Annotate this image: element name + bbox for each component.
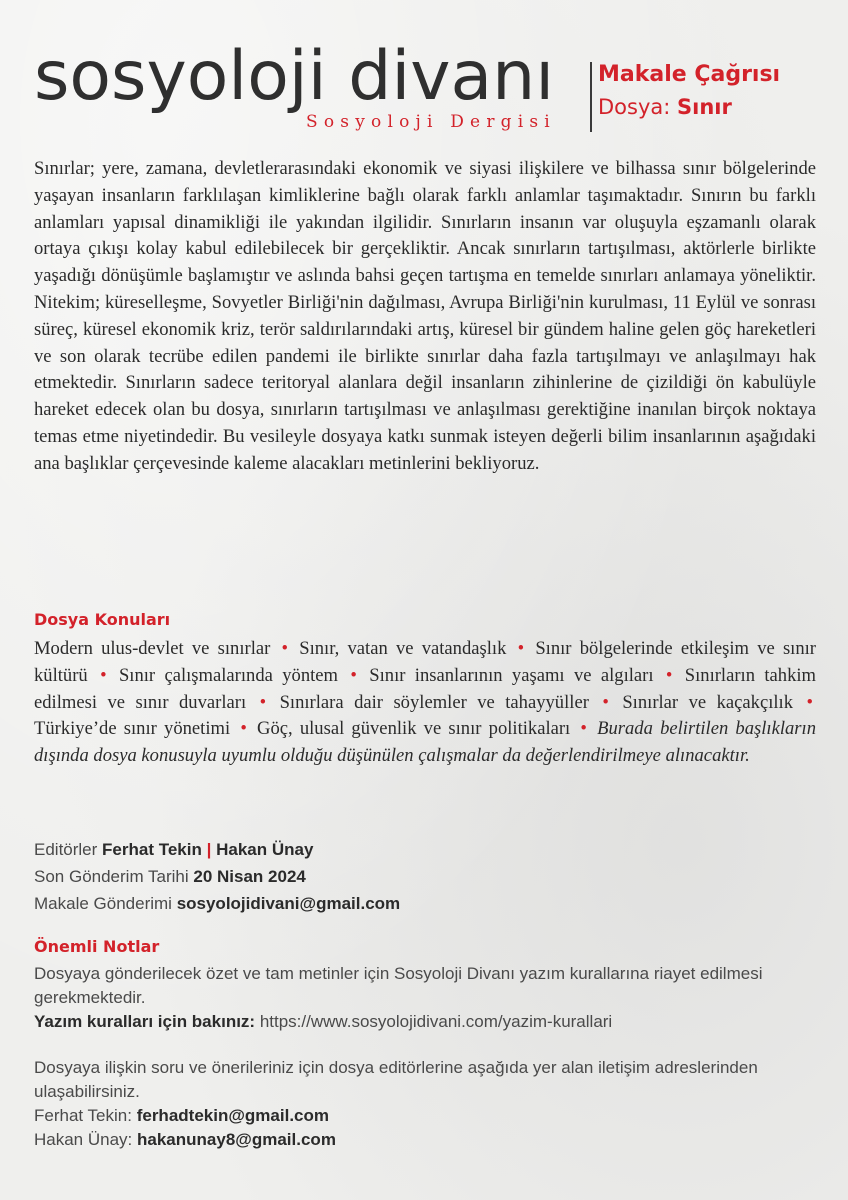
deadline-label: Son Gönderim Tarihi — [34, 867, 189, 886]
topic-item: Sınır insanlarının yaşamı ve algıları — [369, 664, 654, 686]
header-divider — [590, 62, 592, 132]
dossier-label: Dosya: — [598, 95, 671, 119]
editors-line — [34, 836, 816, 863]
contact-email[interactable]: hakanunay8@gmail.com — [137, 1130, 336, 1149]
topic-item: Göç, ulusal güvenlik ve sınır politikaları — [257, 718, 571, 740]
bullet-icon: • — [90, 664, 116, 686]
deadline-value: 20 Nisan 2024 — [193, 867, 306, 886]
notes-section — [34, 962, 816, 1152]
spacer — [34, 1034, 816, 1056]
contact-name: Ferhat Tekin: — [34, 1106, 132, 1125]
editor-name: Ferhat Tekin — [102, 840, 202, 859]
topics-list — [34, 636, 816, 770]
bullet-icon: • — [796, 691, 813, 713]
topics-title: Dosya Konuları — [34, 610, 171, 629]
topic-item: Türkiye’de sınır yönetimi — [34, 718, 231, 740]
contact-text: Dosyaya ilişkin soru ve önerileriniz için dosya editörlerine aşağıda yer alan iletişim adreslerinden ulaşabilirsiniz. — [34, 1058, 758, 1101]
topic-item: Sınır bölgelerinde etkileşim ve sınır kültürü — [34, 638, 816, 686]
topics-closing-note: Burada belirtilen başlıkların dışında dosya konusuyla uyumlu olduğu düşünülen çalışmalar da değerlendirilmeye alınacaktır. — [34, 718, 816, 767]
bullet-icon: • — [341, 664, 367, 686]
editor-name: Hakan Ünay — [216, 840, 314, 859]
rules-link[interactable]: https://www.sosyolojidivani.com/yazim-kurallari — [259, 1012, 613, 1031]
journal-title: sosyoloji divanı — [34, 37, 555, 116]
bullet-icon: • — [656, 664, 682, 686]
bullet-icon: • — [591, 691, 620, 713]
notes-title: Önemli Notlar — [34, 937, 160, 956]
topic-item: Sınırlar ve kaçakçılık — [622, 691, 793, 713]
topic-item: Sınır çalışmalarında yöntem — [118, 664, 339, 686]
topic-item: Sınırların tahkim edilmesi ve sınır duvarları — [34, 664, 817, 713]
contact-line — [34, 1128, 816, 1152]
bullet-icon: • — [233, 718, 255, 740]
submission-email[interactable]: sosyolojidivani@gmail.com — [176, 894, 401, 913]
rules-link-label: Yazım kuralları için bakınız: — [34, 1012, 256, 1031]
bullet-icon: • — [509, 638, 533, 659]
submission-label: Makale Gönderimi — [34, 894, 172, 913]
rules-text: Dosyaya gönderilecek özet ve tam metinler için Sosyoloji Divanı yazım kurallarına riayet edilmesi gerekmektedir. — [34, 964, 763, 1007]
journal-logo — [34, 37, 594, 132]
call-block — [598, 60, 780, 124]
intro-paragraph: Sınırlar; yere, zamana, devletlerarasındaki ekonomik ve siyasi ilişkilere ve bilhassa sınır bölgelerinde yaşayan insanların farklılaşan kimliklerine bağlı olarak farklı anlamlar taşımaktadır. Sınırın bu farklı anlamları yapısal dinamikliği ile yakından ilgilidir. Sınırların insanın var oluşuyla eşzamanlı olarak ortaya çıkışı kolay kabul edilebilecek bir gerçekliktir. Ancak sınırların tartışılması, aktörlerle birlikte yaşadığı dönüşümle başlamıştır ve aslında bahsi geçen tartışma en temelde sınırları anlamaya yöneliktir. Nitekim; küreselleşme, Sovyetler Birliği'nin dağılması, Avrupa Birliği'nin kurulması, 11 Eylül ve sonrası süreç, küresel ekonomik kriz, terör saldırılarındaki artış, küresel bir gündem haline gelen göç hareketleri ve son olarak tecrübe edilen pandemi ile birlikte sınırlar daha fazla tartışılmayı ve anlaşılmayı hak etmektedir. Sınırların sadece teritoryal alanlara değil insanların zihinlerine de çizildiği ön kabulüyle hareket edecek olan bu dosya, sınırların tartışılması ve anlaşılması gerektiğine inanılan birçok noktaya temas etme niyetindedir. Bu vesileyle dosyaya katkı sunmak isteyen değerli bilim insanlarının aşağıdaki ana başlıklar çerçevesinde kaleme alacakları metinlerini bekliyoruz. — [34, 158, 816, 474]
bullet-icon: • — [573, 718, 595, 740]
bullet-icon: • — [249, 691, 277, 713]
rules-link-line — [34, 1010, 816, 1034]
journal-subtitle: Sosyoloji Dergisi — [306, 112, 556, 132]
deadline-line — [34, 863, 816, 890]
contact-name: Hakan Ünay: — [34, 1130, 133, 1149]
topic-item: Modern ulus-devlet ve sınırlar — [34, 638, 271, 659]
call-title: Makale Çağrısı — [598, 62, 781, 87]
topic-item: Sınır, vatan ve vatandaşlık — [299, 638, 507, 659]
contact-line — [34, 1104, 816, 1128]
submission-line — [34, 890, 816, 917]
dossier-line — [598, 90, 780, 124]
bullet-icon: • — [273, 638, 297, 659]
editors-label: Editörler — [34, 840, 98, 859]
dossier-name: Sınır — [677, 95, 732, 119]
topic-item: Sınırlara dair söylemler ve tahayyüller — [279, 691, 589, 713]
contact-email[interactable]: ferhadtekin@gmail.com — [136, 1106, 329, 1125]
editor-separator: | — [206, 840, 212, 859]
meta-info — [34, 836, 816, 917]
